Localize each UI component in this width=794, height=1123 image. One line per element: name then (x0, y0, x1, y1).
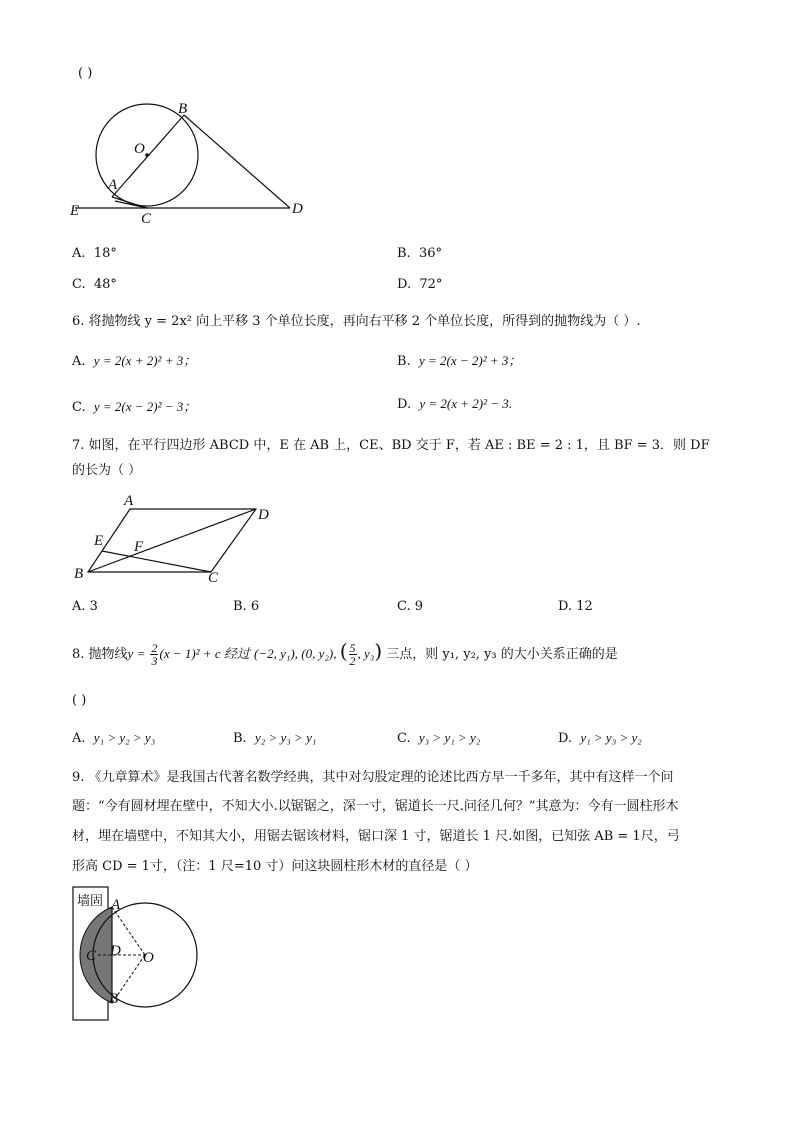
q9-stem-line1: 9. 《九章算术》是我国古代著名数学经典，其中对勾股定理的论述比西方早一千多年，其中有这样一个问 (72, 770, 674, 785)
q7-option-c: C. 9 (397, 599, 424, 614)
q5-label-A: A (108, 177, 118, 193)
q8-point3-fraction: $\frac{5}{2}$ (349, 641, 356, 668)
q7-stem-line1: 7. 如图，在平行四边形 ABCD 中，E 在 AB 上，CE、BD 交于 F，若 AE : BE = 2 : 1，且 BF = 3．则 DF (72, 438, 710, 453)
q5-option-d: D. 72° (397, 277, 443, 292)
q5-option-b: B. 36° (397, 246, 442, 261)
q5-option-c: C. 48° (72, 277, 117, 292)
q5-label-C: C (141, 211, 152, 227)
q5-option-a: A. 18° (72, 246, 117, 261)
q6-option-a: A. y = 2(x + 2)² + 3； (72, 353, 197, 369)
q7-stem-line2: 的长为（ ） (72, 463, 142, 478)
q7-label-A: A (124, 493, 134, 509)
q9-stem-line3: 材，埋在墙壁中，不知其大小，用锯去锯该材料，锯口深 1 寸，锯道长 1 尺.如图，已知弦 AB = 1尺，弓 (72, 829, 680, 844)
q8-option-a: A. y₁ > y₂ > y₃ (72, 730, 156, 746)
q9-label-C: C (86, 948, 97, 964)
q5-label-B: B (178, 101, 188, 117)
q7-option-b: B. 6 (233, 599, 260, 614)
q5-answer-paren: ( ) (78, 66, 93, 81)
q6-option-d: D. y = 2(x + 2)² − 3. (397, 396, 513, 412)
q5-label-O: O (134, 141, 145, 157)
q6-option-b: B. y = 2(x − 2)² + 3； (397, 353, 522, 369)
q8-option-c: C. y₃ > y₁ > y₂ (397, 730, 481, 746)
q9-stem-line2: 题：“今有圆材埋在壁中，不知大小.以锯锯之，深一寸，锯道长一尺.问径几何？”其意为：今有一圆柱形木 (72, 799, 679, 814)
q9-label-O: O (143, 950, 154, 966)
q8-option-b: B. y₂ > y₃ > y₁ (233, 730, 317, 746)
q5-label-E: E (70, 203, 80, 219)
q9-label-D: D (110, 943, 121, 959)
q7-parallelogram-figure (68, 492, 288, 587)
q7-label-C: C (208, 570, 219, 586)
q7-label-B: B (74, 566, 84, 582)
q6-stem: 6. 将抛物线 y = 2x² 向上平移 3 个单位长度，再向右平移 2 个单位长度，所得到的抛物线为（ ）. (72, 314, 641, 329)
q8-coefficient-fraction: $\frac{2}{3}$ (151, 641, 158, 668)
q8-option-d: D. y₁ > y₃ > y₂ (558, 730, 642, 746)
q7-option-a: A. 3 (72, 599, 98, 614)
q7-label-E: E (94, 533, 104, 549)
q9-stem-line4: 形高 CD = 1寸，（注：1 尺=10 寸）问这块圆柱形木材的直径是（ ） (72, 859, 478, 874)
q9-label-B: B (109, 991, 119, 1007)
q5-circle-tangent-figure (60, 95, 320, 230)
q9-label-A: A (111, 897, 121, 913)
q6-option-c: C. y = 2(x − 2)² − 3； (72, 399, 197, 415)
q9-wall-label: 墙固 (77, 894, 104, 909)
q9-wall-circle-figure (70, 885, 200, 1025)
q7-label-F: F (134, 539, 144, 555)
q5-label-D: D (292, 201, 303, 217)
q7-label-D: D (258, 507, 269, 523)
q7-option-d: D. 12 (558, 599, 593, 614)
q8-stem: 8. 抛物线y = $\frac{2}{3}$ (x − 1)² + c 经过 (−2, y₁), (0, y₂), ( $\frac{5}{2}$ , y₃) 三点，则 y₁, y₂, y₃ 的大小关系正确的是 (72, 639, 618, 668)
q8-answer-paren: ( ) (72, 693, 87, 708)
